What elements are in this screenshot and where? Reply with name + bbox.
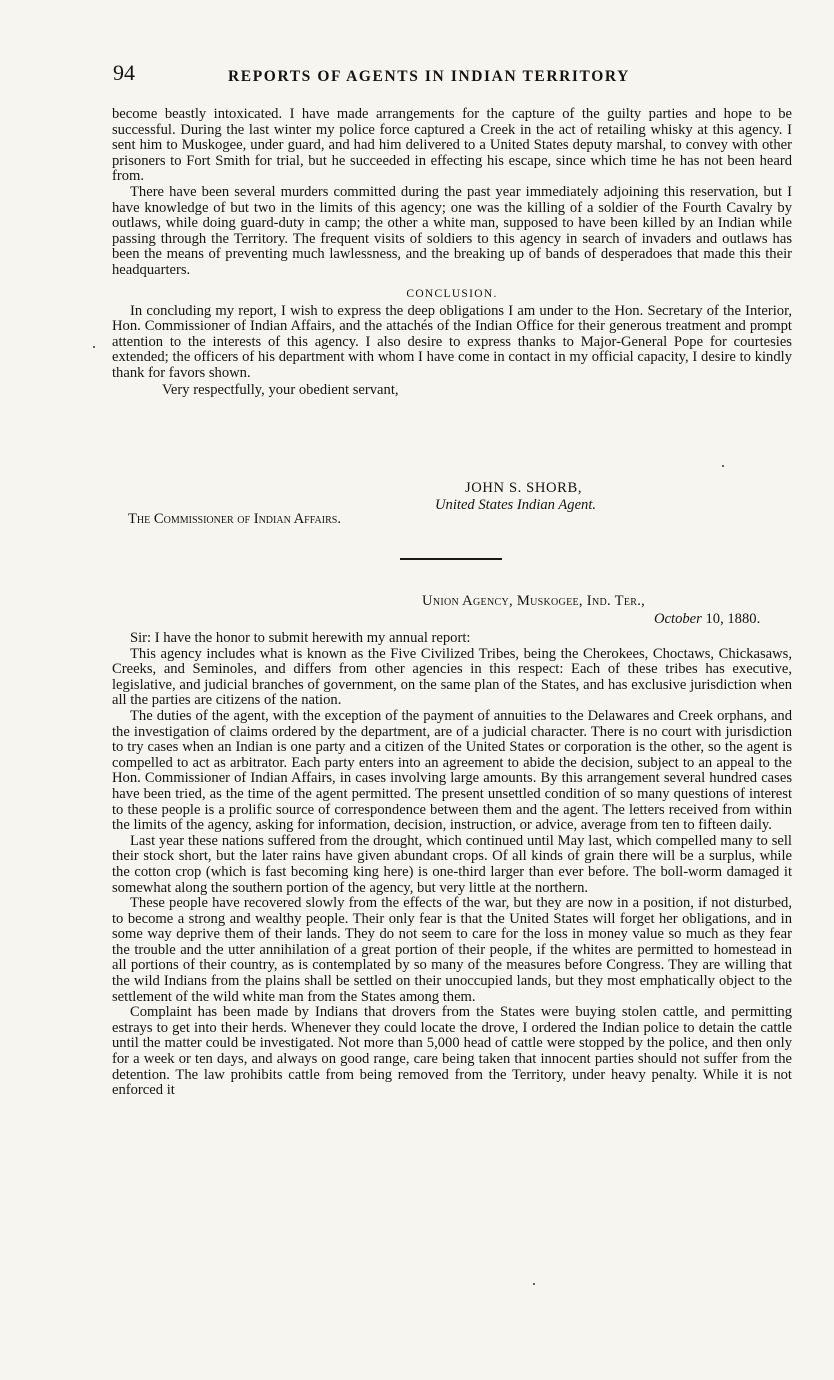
dateline-place: Union Agency, Muskogee, Ind. Ter.,	[422, 593, 646, 609]
scan-speck	[722, 465, 724, 467]
paragraph: Last year these nations suffered from the drought, which continued until May last, which compelled many to sell their stock short, but the later rains have given abundant crops. Of all kinds of grain there will be a surplus, while the cotton crop (which is fast becoming king here) is one-third larger than ever before. The boll-worm damaged it somewhat along the southern portion of the agency, but very little at the northern.	[112, 832, 792, 896]
first-report-body	[112, 107, 792, 398]
running-head: REPORTS OF AGENTS IN INDIAN TERRITORY	[228, 68, 630, 85]
dateline-month: October	[654, 611, 702, 627]
paragraph: There have been several murders committed during the past year immediately adjoining this reservation, but I have knowledge of but two in the limits of this agency; one was the killing of a soldier of the Fourth Cavalry by outlaws, while doing guard-duty in camp; the other a white man, supposed to have been killed by an Indian while passing through the Territory. The frequent visits of soldiers to this agency in search of invaders and outlaws has been the means of preventing much lawlessness, and the breaking up of bands of desperadoes that made this their headquarters.	[112, 183, 792, 278]
page-number: 94	[113, 60, 135, 85]
scan-speck	[93, 346, 95, 348]
paragraph: become beastly intoxicated. I have made arrangements for the capture of the guilty parties and hope to be successful. During the last winter my police force captured a Creek in the act of retailing whisky at this agency. I sent him to Muskogee, under guard, and had him delivered to a United States deputy marshal, to convey with other prisoners to Fort Smith for trial, but he succeeded in effecting his escape, since which time he has not been heard from.	[112, 106, 792, 185]
dateline-day-year: 10, 1880.	[705, 611, 761, 627]
scan-speck	[533, 1283, 535, 1285]
paragraph: These people have recovered slowly from the effects of the war, but they are now in a position, if not disturbed, to become a strong and wealthy people. Their only fear is that the United States will forget her obligations, and in some way deprive them of their lands. They do not seem to care for the loss in money value so much as they fear the trouble and the utter annihilation of a great portion of their people, if the whites are permitted to homestead in all portions of their country, as is contemplated by so many of the measures before Congress. They are willing that the wild Indians from the plains shall be settled on their unoccupied lands, but they most emphatically object to the settlement of the wild white man from the States among them.	[112, 895, 792, 1005]
paragraph: Complaint has been made by Indians that drovers from the States were buying stolen cattle, and permitting estrays to get into their herds. Whenever they could locate the drove, I ordered the Indian police to detain the cattle until the matter could be investigated. Not more than 5,000 head of cattle were stopped by the police, and then only for a week or ten days, and always on good range, care being taken that innocent parties should not suffer from the detention. The law prohibits cattle from being removed from the Territory, under heavy penalty. While it is not enforced it	[112, 1004, 792, 1099]
addressee: The Commissioner of Indian Affairs.	[128, 511, 341, 527]
paragraph: This agency includes what is known as the Five Civilized Tribes, being the Cherokees, Choctaws, Chickasaws, Creeks, and Seminoles, and differs from other agencies in this respect: Each of these tribes has executive, legislative, and judicial branches of government, on the same plan of the States, and has exclusive jurisdiction when all the parties are citizens of the nation.	[112, 645, 792, 709]
section-heading-conclusion: CONCLUSION.	[406, 287, 498, 300]
page-header	[113, 60, 793, 90]
dateline-date	[654, 611, 760, 628]
paragraph: In concluding my report, I wish to express the deep obligations I am under to the Hon. Secretary of the Interior, Hon. Commissioner of Indian Affairs, and the attachés of the Indian Office for their generous treatment and prompt attention to the interests of this agency. I also desire to express thanks to Major-General Pope for courtesies extended; the officers of his department with whom I have come in contact in my official capacity, I desire to kindly thank for favors shown.	[112, 302, 792, 381]
signature-title: United States Indian Agent.	[435, 497, 597, 513]
second-report-body	[112, 631, 792, 1099]
salutation: Sir: I have the honor to submit herewith my annual report:	[130, 630, 471, 646]
paragraph: The duties of the agent, with the exception of the payment of annuities to the Delawares and Creek orphans, and the investigation of claims ordered by the department, are of a judicial character. There is no court with jurisdiction to try cases when an Indian is one party and a citizen of the United States or corporation is the other, so the agent is compelled to act as arbitrator. Each party enters into an agreement to abide the decision, subject to an appeal to the Hon. Commissioner of Indian Affairs, in cases involving large amounts. By this arrangement several hundred cases have been tried, as the time of the agent permitted. The present unsettled condition of so many questions of interest to these people is a prolific source of correspondence between them and the agent. The letters received from within the limits of the agency, asking for information, decision, instruction, or advice, average from ten to fifteen daily.	[112, 707, 792, 834]
section-divider	[400, 558, 502, 560]
signature-name: JOHN S. SHORB,	[465, 480, 583, 496]
closing-line: Very respectfully, your obedient servant,	[162, 381, 399, 398]
